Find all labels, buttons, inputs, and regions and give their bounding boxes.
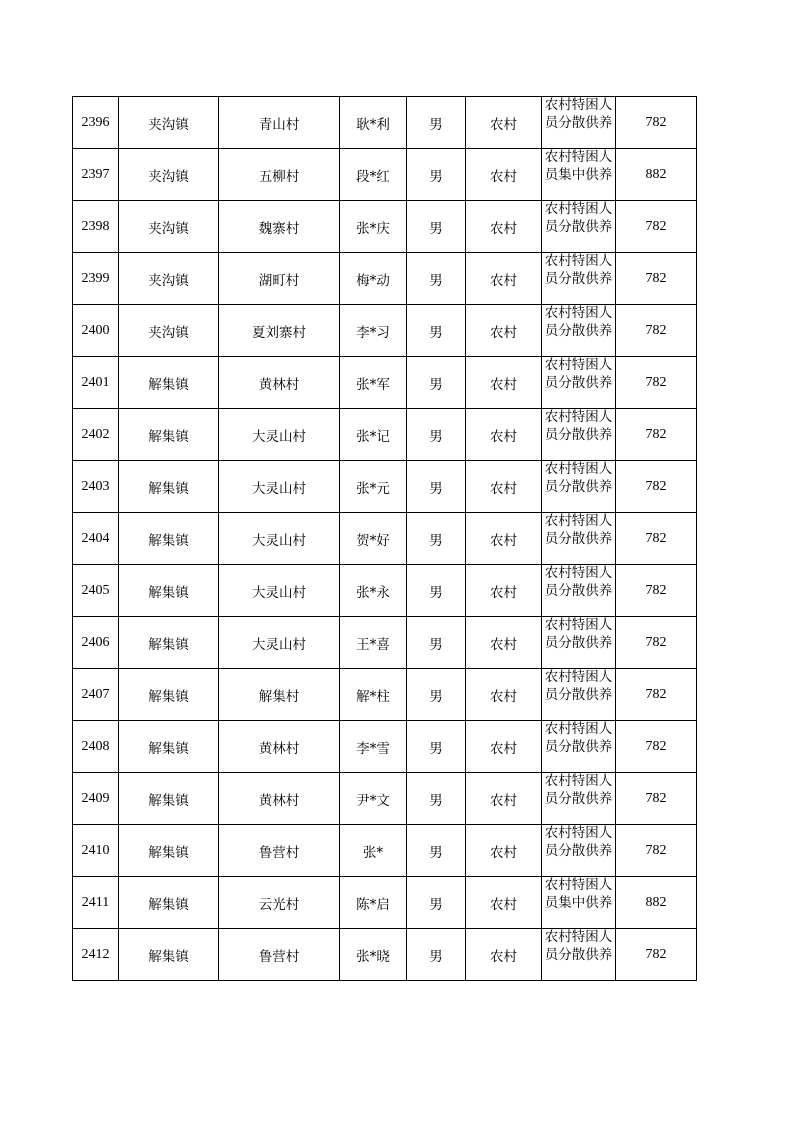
category-text: 农村特困人员分散供养	[544, 305, 613, 339]
cell-type: 农村	[466, 513, 542, 565]
cell-number: 2403	[73, 461, 119, 513]
cell-type: 农村	[466, 669, 542, 721]
cell-category	[542, 253, 616, 305]
cell-amount: 782	[616, 409, 697, 461]
cell-village: 黄林村	[219, 721, 340, 773]
cell-gender: 男	[407, 461, 466, 513]
cell-name: 张*元	[340, 461, 407, 513]
category-text: 农村特困人员集中供养	[544, 877, 613, 911]
category-text: 农村特困人员分散供养	[544, 201, 613, 235]
cell-gender: 男	[407, 669, 466, 721]
cell-town: 解集镇	[119, 825, 219, 877]
category-text: 农村特困人员分散供养	[544, 773, 613, 807]
cell-name: 张*庆	[340, 201, 407, 253]
cell-village: 大灵山村	[219, 513, 340, 565]
cell-village: 云光村	[219, 877, 340, 929]
table-row	[73, 773, 697, 825]
cell-name: 陈*启	[340, 877, 407, 929]
table-row	[73, 721, 697, 773]
cell-amount: 782	[616, 773, 697, 825]
cell-town: 解集镇	[119, 929, 219, 981]
cell-gender: 男	[407, 201, 466, 253]
cell-number: 2396	[73, 97, 119, 149]
cell-name: 贺*好	[340, 513, 407, 565]
cell-amount: 882	[616, 877, 697, 929]
cell-town: 夹沟镇	[119, 253, 219, 305]
cell-amount: 782	[616, 617, 697, 669]
cell-category	[542, 357, 616, 409]
cell-name: 梅*动	[340, 253, 407, 305]
cell-category	[542, 617, 616, 669]
cell-village: 大灵山村	[219, 409, 340, 461]
category-text: 农村特困人员分散供养	[544, 617, 613, 651]
cell-gender: 男	[407, 877, 466, 929]
category-text: 农村特困人员分散供养	[544, 669, 613, 703]
cell-type: 农村	[466, 565, 542, 617]
category-text: 农村特困人员分散供养	[544, 513, 613, 547]
cell-name: 尹*文	[340, 773, 407, 825]
cell-number: 2411	[73, 877, 119, 929]
cell-name: 张*晓	[340, 929, 407, 981]
cell-town: 解集镇	[119, 409, 219, 461]
cell-type: 农村	[466, 877, 542, 929]
cell-amount: 782	[616, 253, 697, 305]
cell-village: 黄林村	[219, 357, 340, 409]
cell-type: 农村	[466, 461, 542, 513]
cell-name: 张*永	[340, 565, 407, 617]
cell-category	[542, 721, 616, 773]
cell-town: 夹沟镇	[119, 149, 219, 201]
cell-amount: 782	[616, 201, 697, 253]
cell-type: 农村	[466, 357, 542, 409]
table-body	[73, 97, 697, 981]
cell-number: 2405	[73, 565, 119, 617]
cell-category	[542, 773, 616, 825]
cell-category	[542, 669, 616, 721]
cell-amount: 882	[616, 149, 697, 201]
cell-name: 王*喜	[340, 617, 407, 669]
cell-town: 解集镇	[119, 461, 219, 513]
cell-village: 大灵山村	[219, 461, 340, 513]
cell-number: 2404	[73, 513, 119, 565]
cell-type: 农村	[466, 721, 542, 773]
cell-gender: 男	[407, 773, 466, 825]
cell-village: 解集村	[219, 669, 340, 721]
cell-village: 大灵山村	[219, 565, 340, 617]
table-row	[73, 97, 697, 149]
cell-number: 2408	[73, 721, 119, 773]
cell-type: 农村	[466, 825, 542, 877]
cell-amount: 782	[616, 513, 697, 565]
cell-number: 2400	[73, 305, 119, 357]
table-row	[73, 305, 697, 357]
table-row	[73, 669, 697, 721]
cell-type: 农村	[466, 409, 542, 461]
cell-number: 2397	[73, 149, 119, 201]
cell-category	[542, 513, 616, 565]
table-row	[73, 877, 697, 929]
cell-village: 鲁营村	[219, 825, 340, 877]
cell-amount: 782	[616, 97, 697, 149]
cell-category	[542, 305, 616, 357]
cell-category	[542, 149, 616, 201]
cell-category	[542, 929, 616, 981]
category-text: 农村特困人员分散供养	[544, 565, 613, 599]
category-text: 农村特困人员分散供养	[544, 929, 613, 963]
cell-category	[542, 201, 616, 253]
table-container	[72, 96, 697, 981]
cell-town: 夹沟镇	[119, 305, 219, 357]
cell-village: 夏刘寨村	[219, 305, 340, 357]
cell-town: 解集镇	[119, 617, 219, 669]
cell-gender: 男	[407, 357, 466, 409]
table-row	[73, 461, 697, 513]
category-text: 农村特困人员分散供养	[544, 721, 613, 755]
cell-number: 2412	[73, 929, 119, 981]
cell-gender: 男	[407, 513, 466, 565]
cell-category	[542, 565, 616, 617]
cell-town: 夹沟镇	[119, 97, 219, 149]
cell-type: 农村	[466, 305, 542, 357]
cell-category	[542, 461, 616, 513]
records-table	[72, 96, 697, 981]
cell-number: 2410	[73, 825, 119, 877]
cell-village: 鲁营村	[219, 929, 340, 981]
cell-number: 2407	[73, 669, 119, 721]
category-text: 农村特困人员分散供养	[544, 409, 613, 443]
cell-number: 2409	[73, 773, 119, 825]
table-row	[73, 149, 697, 201]
cell-category	[542, 97, 616, 149]
cell-town: 解集镇	[119, 721, 219, 773]
cell-name: 李*习	[340, 305, 407, 357]
cell-village: 青山村	[219, 97, 340, 149]
cell-town: 解集镇	[119, 877, 219, 929]
table-row	[73, 565, 697, 617]
cell-type: 农村	[466, 929, 542, 981]
cell-town: 解集镇	[119, 565, 219, 617]
cell-village: 魏寨村	[219, 201, 340, 253]
category-text: 农村特困人员集中供养	[544, 149, 613, 183]
cell-amount: 782	[616, 669, 697, 721]
table-row	[73, 929, 697, 981]
cell-gender: 男	[407, 721, 466, 773]
cell-town: 解集镇	[119, 513, 219, 565]
cell-name: 李*雪	[340, 721, 407, 773]
cell-town: 解集镇	[119, 357, 219, 409]
cell-number: 2401	[73, 357, 119, 409]
cell-gender: 男	[407, 825, 466, 877]
cell-amount: 782	[616, 825, 697, 877]
cell-type: 农村	[466, 97, 542, 149]
cell-name: 耿*利	[340, 97, 407, 149]
table-row	[73, 201, 697, 253]
cell-gender: 男	[407, 929, 466, 981]
cell-gender: 男	[407, 149, 466, 201]
category-text: 农村特困人员分散供养	[544, 253, 613, 287]
cell-type: 农村	[466, 149, 542, 201]
table-row	[73, 253, 697, 305]
category-text: 农村特困人员分散供养	[544, 357, 613, 391]
table-row	[73, 825, 697, 877]
cell-number: 2398	[73, 201, 119, 253]
cell-amount: 782	[616, 721, 697, 773]
cell-category	[542, 409, 616, 461]
category-text: 农村特困人员分散供养	[544, 97, 613, 131]
cell-gender: 男	[407, 253, 466, 305]
cell-name: 张*军	[340, 357, 407, 409]
cell-name: 段*红	[340, 149, 407, 201]
cell-gender: 男	[407, 97, 466, 149]
table-row	[73, 409, 697, 461]
cell-gender: 男	[407, 565, 466, 617]
table-row	[73, 617, 697, 669]
cell-number: 2406	[73, 617, 119, 669]
cell-village: 湖町村	[219, 253, 340, 305]
cell-number: 2399	[73, 253, 119, 305]
cell-village: 黄林村	[219, 773, 340, 825]
cell-village: 大灵山村	[219, 617, 340, 669]
cell-category	[542, 825, 616, 877]
cell-gender: 男	[407, 409, 466, 461]
cell-amount: 782	[616, 461, 697, 513]
cell-category	[542, 877, 616, 929]
cell-amount: 782	[616, 929, 697, 981]
cell-town: 解集镇	[119, 669, 219, 721]
table-row	[73, 513, 697, 565]
cell-amount: 782	[616, 305, 697, 357]
cell-town: 夹沟镇	[119, 201, 219, 253]
cell-number: 2402	[73, 409, 119, 461]
cell-gender: 男	[407, 305, 466, 357]
cell-type: 农村	[466, 253, 542, 305]
category-text: 农村特困人员分散供养	[544, 825, 613, 859]
cell-name: 张*记	[340, 409, 407, 461]
cell-gender: 男	[407, 617, 466, 669]
category-text: 农村特困人员分散供养	[544, 461, 613, 495]
cell-type: 农村	[466, 617, 542, 669]
cell-town: 解集镇	[119, 773, 219, 825]
cell-amount: 782	[616, 565, 697, 617]
cell-name: 张*	[340, 825, 407, 877]
cell-village: 五柳村	[219, 149, 340, 201]
cell-type: 农村	[466, 201, 542, 253]
cell-amount: 782	[616, 357, 697, 409]
table-row	[73, 357, 697, 409]
cell-type: 农村	[466, 773, 542, 825]
cell-name: 解*柱	[340, 669, 407, 721]
